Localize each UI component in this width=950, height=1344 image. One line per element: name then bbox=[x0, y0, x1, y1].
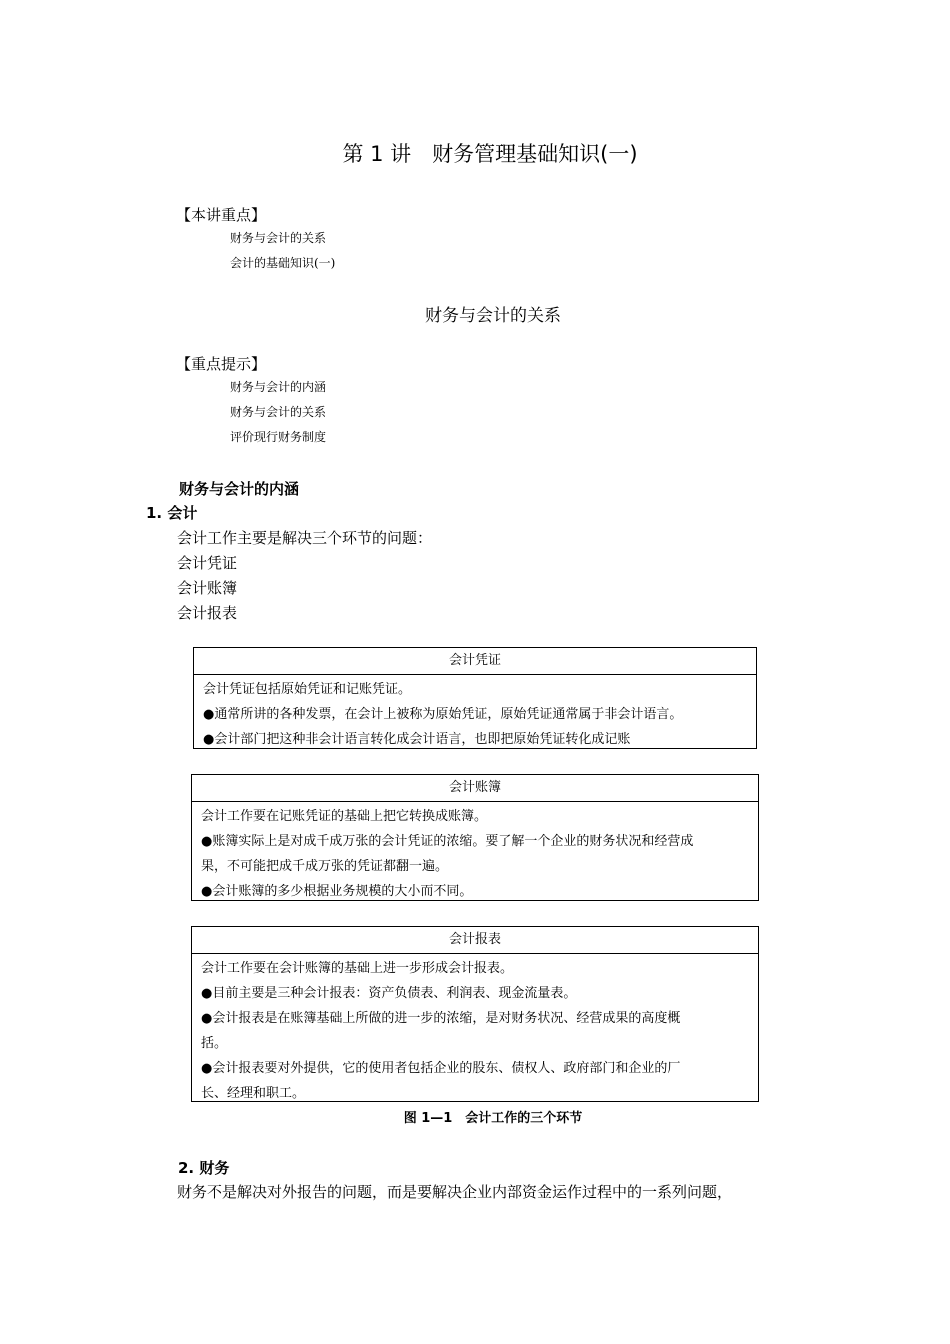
finance-heading: 2. 财务 bbox=[178, 1159, 230, 1177]
box-line: 会计工作要在会计账簿的基础上进一步形成会计报表。 bbox=[201, 961, 514, 976]
focus-item: 会计的基础知识(一) bbox=[230, 256, 336, 270]
accounting-item: 会计凭证 bbox=[177, 554, 238, 572]
focus-item: 财务与会计的关系 bbox=[230, 231, 327, 245]
section-title: 财务与会计的关系 bbox=[425, 306, 561, 326]
box-line: ●会计报表要对外提供，它的使用者包括企业的股东、债权人、政府部门和企业的厂 bbox=[201, 1061, 681, 1076]
tips-item: 评价现行财务制度 bbox=[230, 430, 327, 444]
box-line: ●会计部门把这种非会计语言转化成会计语言，也即把原始凭证转化成记账 bbox=[203, 732, 631, 747]
box-body bbox=[194, 675, 756, 752]
box-line: 会计凭证包括原始凭证和记账凭证。 bbox=[203, 682, 412, 697]
box-body bbox=[192, 954, 758, 1106]
box-line: 果，不可能把成千成万张的凭证都翻一遍。 bbox=[201, 859, 449, 874]
finance-text: 财务不是解决对外报告的问题，而是要解决企业内部资金运作过程中的一系列问题， bbox=[177, 1183, 733, 1201]
accounting-intro: 会计工作主要是解决三个环节的问题： bbox=[177, 529, 433, 547]
report-box bbox=[191, 926, 759, 1102]
box-line: ●会计账簿的多少根据业务规模的大小而不同。 bbox=[201, 884, 473, 899]
box-body bbox=[192, 802, 758, 904]
focus-heading: 【本讲重点】 bbox=[176, 206, 267, 224]
box-line: 会计工作要在记账凭证的基础上把它转换成账簿。 bbox=[201, 809, 488, 824]
ledger-box bbox=[191, 774, 759, 901]
accounting-item: 会计报表 bbox=[177, 604, 238, 622]
box-line: 长、经理和职工。 bbox=[201, 1086, 306, 1101]
accounting-item: 会计账簿 bbox=[177, 579, 238, 597]
accounting-heading: 1. 会计 bbox=[146, 504, 198, 522]
box-line: 括。 bbox=[201, 1036, 228, 1051]
box-header: 会计报表 bbox=[192, 927, 758, 954]
box-header: 会计凭证 bbox=[194, 648, 756, 675]
box-line: ●会计报表是在账簿基础上所做的进一步的浓缩，是对财务状况、经营成果的高度概 bbox=[201, 1011, 681, 1026]
figure-caption: 图 1—1 会计工作的三个环节 bbox=[403, 1111, 583, 1126]
tips-item: 财务与会计的关系 bbox=[230, 405, 327, 419]
box-line: ●账簿实际上是对成千成万张的会计凭证的浓缩。要了解一个企业的财务状况和经营成 bbox=[201, 834, 694, 849]
box-line: ●通常所讲的各种发票，在会计上被称为原始凭证，原始凭证通常属于非会计语言。 bbox=[203, 707, 683, 722]
box-header: 会计账簿 bbox=[192, 775, 758, 802]
page-title: 第 1 讲 财务管理基础知识(一) bbox=[342, 142, 638, 166]
tips-heading: 【重点提示】 bbox=[176, 355, 267, 373]
box-line: ●目前主要是三种会计报表：资产负债表、利润表、现金流量表。 bbox=[201, 986, 577, 1001]
subsection-heading: 财务与会计的内涵 bbox=[179, 480, 300, 498]
voucher-box bbox=[193, 647, 757, 749]
tips-item: 财务与会计的内涵 bbox=[230, 380, 327, 394]
